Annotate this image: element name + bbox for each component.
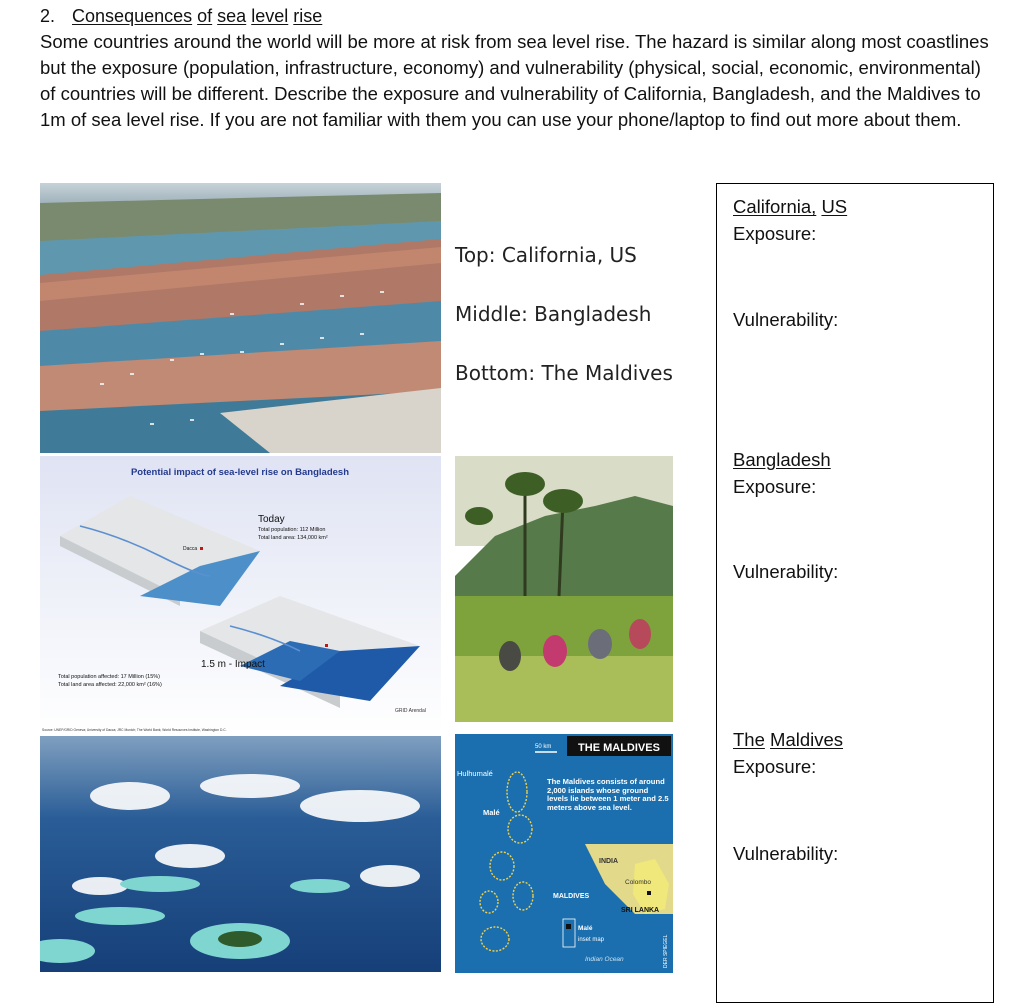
california-photo [40, 183, 441, 453]
sri-lanka-label: SRI LANKA [621, 907, 660, 914]
bangladesh-vulnerability-label: Vulnerability: [733, 561, 839, 582]
maldives-exposure-label: Exposure: [733, 756, 817, 777]
maldives-map [455, 734, 673, 973]
impact-area: Total land area affected: 22,000 km² (16%) [58, 682, 162, 688]
map-description: The Maldives consists of around 2,000 islands whose ground levels lie between 1 meter and 2.5 meters above sea level. [547, 778, 669, 812]
hulhumale-label: Hulhumalé [457, 769, 493, 778]
scale-label: 50 km [535, 744, 552, 750]
impact-population: Total population affected: 17 Million (15%) [58, 674, 161, 680]
city-label: Dacca [183, 546, 198, 552]
intro-paragraph: Some countries around the world will be more at risk from sea level rise. The hazard is similar along most coastlines but the exposure (population, infrastructure, economy) and vulnerability (physical, social, economic, environmental) of countries will be different. Describe the exposure and vulnerability of California, Bangladesh, and the Maldives to 1m of sea level rise. If you are not familiar with them you can use your phone/laptop to find out more about them. [40, 31, 989, 130]
map-title: Potential impact of sea-level rise on Bangladesh [130, 467, 350, 478]
maldives-photo [40, 736, 441, 972]
today-area: Total land area: 134,000 km² [258, 535, 328, 541]
maldives-heading: The Maldives [733, 729, 844, 750]
california-exposure-label: Exposure: [733, 223, 817, 244]
colombo-label: Colombo [625, 879, 652, 886]
today-label: Today [258, 514, 285, 525]
male-label: Malé [483, 808, 500, 817]
map-source: Source: UNEP/GRID Geneva; University of Dacca; JRC Munich; The World Bank; World Resources Institute, Washington D.C. [42, 728, 227, 732]
map-title: THE MALDIVES [578, 742, 660, 754]
caption-bottom: Bottom: The Maldives [455, 361, 673, 385]
today-population: Total population: 112 Million [258, 527, 326, 533]
bangladesh-map [40, 456, 441, 734]
heading-word: rise [293, 6, 323, 26]
heading-word: of [197, 6, 213, 26]
caption-top: Top: California, US [455, 243, 637, 267]
caption-middle: Middle: Bangladesh [455, 302, 652, 326]
rice-paddy-photo [455, 456, 673, 722]
section-number: 2. [40, 6, 56, 26]
inset-map-label: inset map [578, 937, 605, 943]
california-heading: California, US [733, 196, 848, 217]
heading-word: Consequences [72, 6, 193, 26]
bangladesh-heading: Bangladesh [733, 449, 831, 470]
heading-word: level [251, 6, 289, 26]
credit-label: DER SPIEGEL [663, 934, 669, 968]
inset-male-label: Malé [578, 925, 593, 932]
ocean-label: Indian Ocean [585, 956, 624, 963]
india-label: INDIA [599, 858, 619, 865]
answer-box [716, 183, 994, 1003]
impact-label: 1.5 m - Impact [201, 659, 265, 670]
section-heading [40, 5, 322, 27]
grid-logo: GRID Arendal [395, 708, 426, 714]
maldives-label: MALDIVES [553, 893, 590, 900]
bangladesh-exposure-label: Exposure: [733, 476, 817, 497]
maldives-vulnerability-label: Vulnerability: [733, 843, 839, 864]
heading-word: sea [217, 6, 247, 26]
california-vulnerability-label: Vulnerability: [733, 309, 839, 330]
